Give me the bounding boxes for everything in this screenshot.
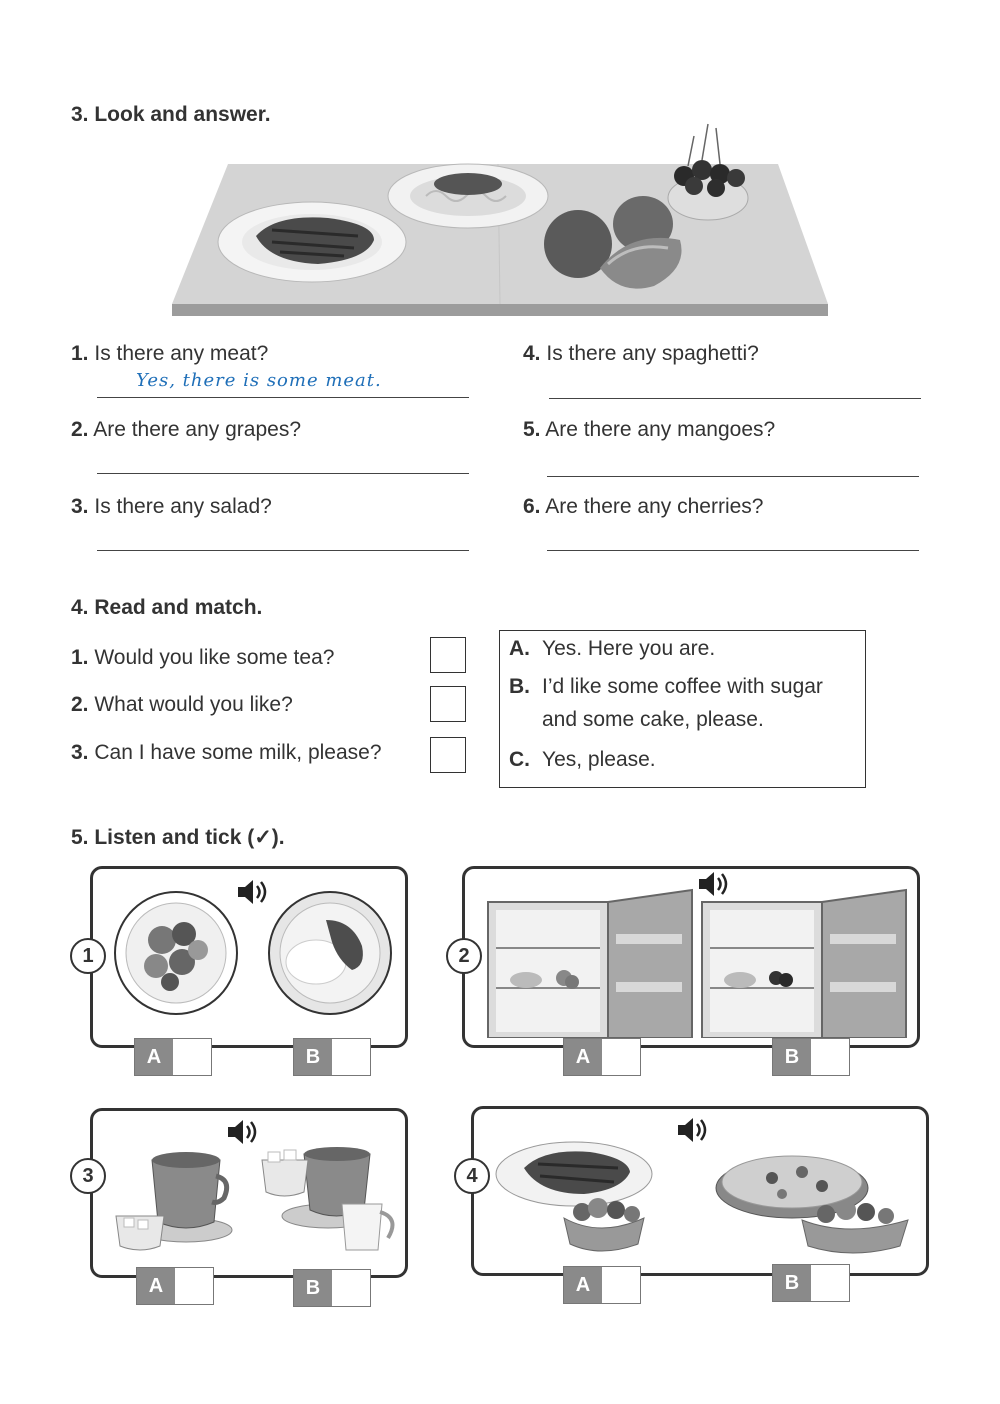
tea-sugar-milk-picture	[258, 1146, 404, 1256]
panel-4-option-a-checkbox[interactable]	[602, 1267, 640, 1303]
section-4-heading: 4. Read and match.	[71, 596, 263, 619]
answer-line-6[interactable]	[547, 550, 919, 551]
answer-line-1	[97, 397, 469, 398]
panel-1-option-a-checkbox[interactable]	[173, 1039, 211, 1075]
answer-line-3[interactable]	[97, 550, 469, 551]
panel-2-option-a[interactable]: A	[563, 1038, 641, 1076]
answer-line-2[interactable]	[97, 473, 469, 474]
look-question-2: 2. Are there any grapes?	[71, 418, 301, 441]
answer-line-4[interactable]	[549, 398, 921, 399]
pizza-salad-picture	[712, 1138, 914, 1260]
steak-salad-picture	[494, 1138, 660, 1260]
panel-1-option-b-checkbox[interactable]	[332, 1039, 370, 1075]
answer-option-b: B.	[509, 675, 530, 698]
plate-rice-chicken-picture	[266, 890, 396, 1016]
panel-4-option-a[interactable]: A	[563, 1266, 641, 1304]
look-question-4: 4. Is there any spaghetti?	[523, 342, 759, 365]
answer-option-b-text-line1: I’d like some coffee with sugar	[542, 675, 823, 698]
match-box-3[interactable]	[430, 737, 466, 773]
answer-option-c-text: Yes, please.	[542, 748, 656, 771]
panel-3-option-b-checkbox[interactable]	[332, 1270, 370, 1306]
look-question-5: 5. Are there any mangoes?	[523, 418, 776, 441]
fridge-a-picture	[486, 888, 696, 1038]
panel-3-option-b[interactable]: B	[293, 1269, 371, 1307]
match-box-2[interactable]	[430, 686, 466, 722]
speaker-icon[interactable]	[676, 1116, 712, 1144]
look-question-3: 3. Is there any salad?	[71, 495, 272, 518]
panel-number-4: 4	[454, 1158, 490, 1194]
match-question-2: 2. What would you like?	[71, 693, 293, 716]
panel-3-option-a[interactable]: A	[136, 1267, 214, 1305]
section-5-heading: 5. Listen and tick (✓).	[71, 826, 285, 849]
answer-option-c: C.	[509, 748, 530, 771]
panel-4-option-b[interactable]: B	[772, 1264, 850, 1302]
match-box-1[interactable]	[430, 637, 466, 673]
answer-line-5[interactable]	[547, 476, 919, 477]
section-3-heading: 3. Look and answer.	[71, 103, 271, 126]
answer-option-b-text-line2: and some cake, please.	[542, 708, 764, 731]
look-answer-1[interactable]: Yes, there is some meat.	[136, 370, 382, 391]
panel-number-1: 1	[70, 938, 106, 974]
panel-number-2: 2	[446, 938, 482, 974]
panel-1-option-b[interactable]: B	[293, 1038, 371, 1076]
panel-3-option-a-checkbox[interactable]	[175, 1268, 213, 1304]
look-question-6: 6. Are there any cherries?	[523, 495, 764, 518]
panel-2-option-b-checkbox[interactable]	[811, 1039, 849, 1075]
answer-option-a: A.	[509, 637, 530, 660]
panel-number-3: 3	[70, 1158, 106, 1194]
panel-1-option-a[interactable]: A	[134, 1038, 212, 1076]
answer-option-a-text: Yes. Here you are.	[542, 637, 716, 660]
speaker-icon[interactable]	[226, 1118, 262, 1146]
tea-sugar-picture	[110, 1146, 234, 1256]
match-question-1: 1. Would you like some tea?	[71, 646, 335, 669]
look-question-1: 1. Is there any meat?	[71, 342, 269, 365]
panel-4-option-b-checkbox[interactable]	[811, 1265, 849, 1301]
match-question-3: 3. Can I have some milk, please?	[71, 741, 382, 764]
plate-vegetables-picture	[112, 890, 242, 1016]
table-food-picture	[168, 118, 832, 320]
fridge-b-picture	[700, 888, 910, 1038]
panel-2-option-a-checkbox[interactable]	[602, 1039, 640, 1075]
panel-2-option-b[interactable]: B	[772, 1038, 850, 1076]
